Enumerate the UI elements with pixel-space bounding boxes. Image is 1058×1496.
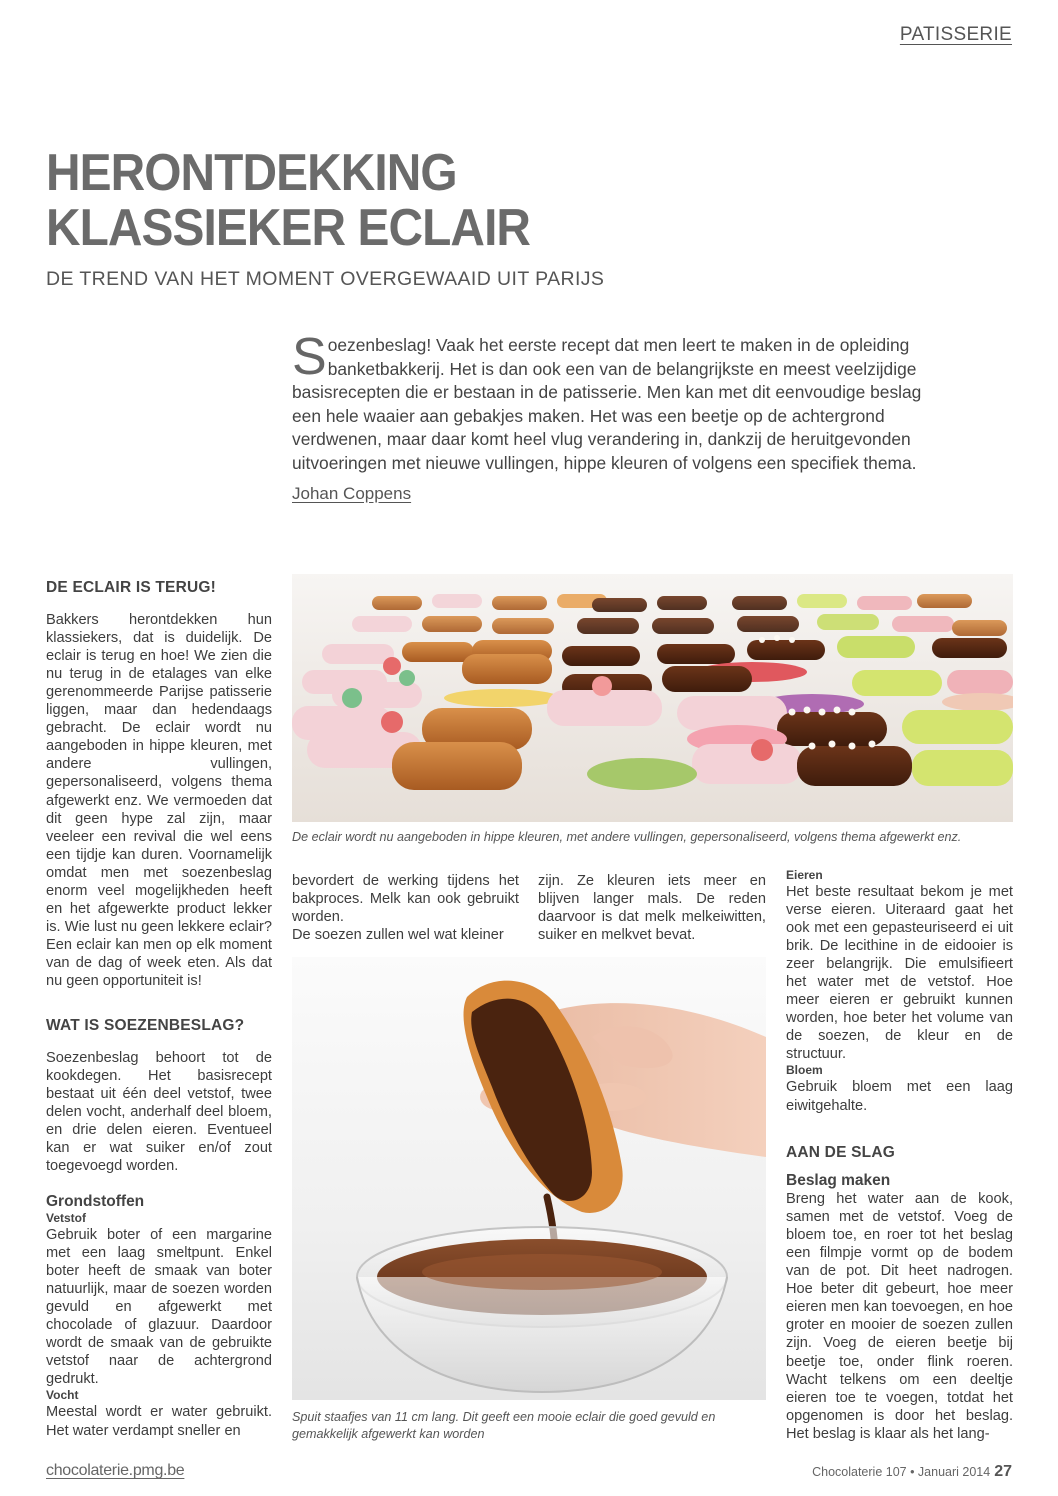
paragraph-bloem: Gebruik bloem met een laag eiwitgehalte.	[786, 1079, 1013, 1114]
eclair-assortment-photo	[292, 574, 1013, 822]
heading-soezenbeslag: WAT IS SOEZENBESLAG?	[46, 1017, 245, 1034]
subheading-vetstof: Vetstof	[46, 1211, 87, 1226]
subheading-bloem: Bloem	[786, 1063, 823, 1078]
column-2	[292, 872, 519, 944]
section-grondstoffen	[46, 1191, 272, 1440]
page-number: 27	[994, 1463, 1012, 1480]
heading-grondstoffen: Grondstoffen	[46, 1193, 145, 1210]
title-line-1: HERONTDEKKING	[46, 144, 457, 202]
paragraph-vocht: Meestal wordt er water gebruikt. Het water verdampt sneller en	[46, 1404, 272, 1439]
intro-paragraph	[292, 328, 928, 475]
author-byline: Johan Coppens	[292, 484, 412, 503]
article-title	[46, 146, 746, 256]
photo1-caption: De eclair wordt nu aangeboden in hippe kleuren, met andere vullingen, gepersonaliseerd, volgens thema afgewerkt enz.	[292, 830, 962, 844]
column-4	[786, 868, 1013, 1442]
eclair-dipping-photo	[292, 957, 766, 1400]
footer-issue-info	[812, 1463, 1012, 1481]
paragraph-vetstof: Gebruik boter of een margarine met een laag smeltpunt. Enkel boter heeft de smaak van boter natuurlijk, maar de soezen worden gevuld en afgewerkt met chocolade of glazuur. Daardoor wordt de smaak van de gebruikte vetstof naar de achtergrond gedrukt.	[46, 1227, 272, 1388]
subheading-vocht: Vocht	[46, 1388, 79, 1403]
heading-aan-de-slag: AAN DE SLAG	[786, 1144, 895, 1161]
title-line-2: KLASSIEKER ECLAIR	[46, 199, 531, 257]
column-1	[46, 579, 272, 1439]
paragraph-soezenbeslag: Soezenbeslag behoort tot de kookdegen. Het basisrecept bestaat uit één deel vetstof, twee delen vocht, anderhalf deel bloem, en drie delen eieren. Eventueel kan er wat suiker en/of zout toegevoegd worden.	[46, 1050, 272, 1175]
paragraph-melk-3: zijn. Ze kleuren iets meer en blijven langer mals. De reden daarvoor is dat melk melkeiwitten, suiker en melkvet bevat.	[538, 873, 766, 944]
dropcap: S	[292, 328, 327, 386]
intro-text: oezenbeslag! Vaak het eerste recept dat men leert te maken in de opleiding banketbakkerij. Het is dan ook een van de belangrijkste en meest veelzijdige basisrecepten die er bestaan in de patisserie. Men kan met dit eenvoudige beslag een hele waaier aan gebakjes maken. Het was een beetje op de achtergrond verdwenen, maar daar komt heel vlug verandering in, dankzij de heruitgevonden uitvoeringen met nieuwe vullingen, hippe kleuren of volgens een specifiek thema.	[292, 335, 922, 473]
paragraph-eclair-terug: Bakkers herontdekken hun klassiekers, dat is duidelijk. De eclair is terug en hoe! We zien die nu terug in de etalages van elke gerenommeerde Parijse patisserie liggen, maar dan hedendaags gebracht. De eclair wordt nu aangeboden in hippe kleuren, met andere vullingen, gepersonaliseerd, volgens thema afgewerkt enz. We vermoeden dat dit geen hype zal zijn, maar veeleer een revival die wel eens een tijdje kan duren. Voornamelijk omdat men met soezenbeslag enorm veel mogelijkheden heeft en het afgewerkte product lekker is. Wie lust nu geen lekkere eclair? Een eclair kan men op elk moment van de dag of week eten. Als dat nu geen opportuniteit is!	[46, 612, 272, 989]
photo2-caption: Spuit staafjes van 11 cm lang. Dit geeft een mooie eclair die goed gevuld en gemakkelijk afgewerkt kan worden	[292, 1410, 716, 1441]
paragraph-beslag-maken: Breng het water aan de kook, samen met de vetstof. Voeg de bloem toe, en roer tot het beslag een filmpje vormt op de bodem van de pot. Dit heet nadrogen. Hoe beter dit gebeurt, hoe meer eieren men kan toevoegen, en hoe groter en mooier de soezen zullen zijn. Voeg de eieren beetje bij beetje toe, onder flink roeren. Wacht telkens om een deeltje eieren toe te voegen, totdat het opgenomen is door het beslag. Het beslag is klaar als het lang-	[786, 1191, 1013, 1442]
heading-eclair-terug: DE ECLAIR IS TERUG!	[46, 579, 217, 596]
heading-beslag-maken: Beslag maken	[786, 1172, 891, 1190]
paragraph-melk-1: bevordert de werking tijdens het bakproces. Melk kan ook gebruikt worden.	[292, 873, 519, 926]
section-aan-de-slag	[786, 1144, 1013, 1443]
column-3	[538, 872, 766, 944]
paragraph-eieren: Het beste resultaat bekom je met verse eieren. Uiteraard gaat het ook met een gepasteuriseerd ei uit brik. De lecithine in de eidooier is zeer belangrijk. Die emulsifieert het water met de vetstof. Hoe meer eieren er gebruikt kunnen worden, hoe beter het volume van de soezen, de kleur en de structuur.	[786, 884, 1013, 1063]
footer-issue: Chocolaterie 107 • Januari 2014	[812, 1465, 991, 1479]
footer-website-link[interactable]: chocolaterie.pmg.be	[46, 1462, 185, 1479]
article-subtitle: DE TREND VAN HET MOMENT OVERGEWAAID UIT PARIJS	[46, 268, 605, 290]
subheading-eieren: Eieren	[786, 868, 823, 882]
section-soezenbeslag	[46, 1017, 272, 1175]
paragraph-melk-2: De soezen zullen wel wat kleiner	[292, 927, 504, 944]
section-tag: PATISSERIE	[899, 24, 1012, 45]
